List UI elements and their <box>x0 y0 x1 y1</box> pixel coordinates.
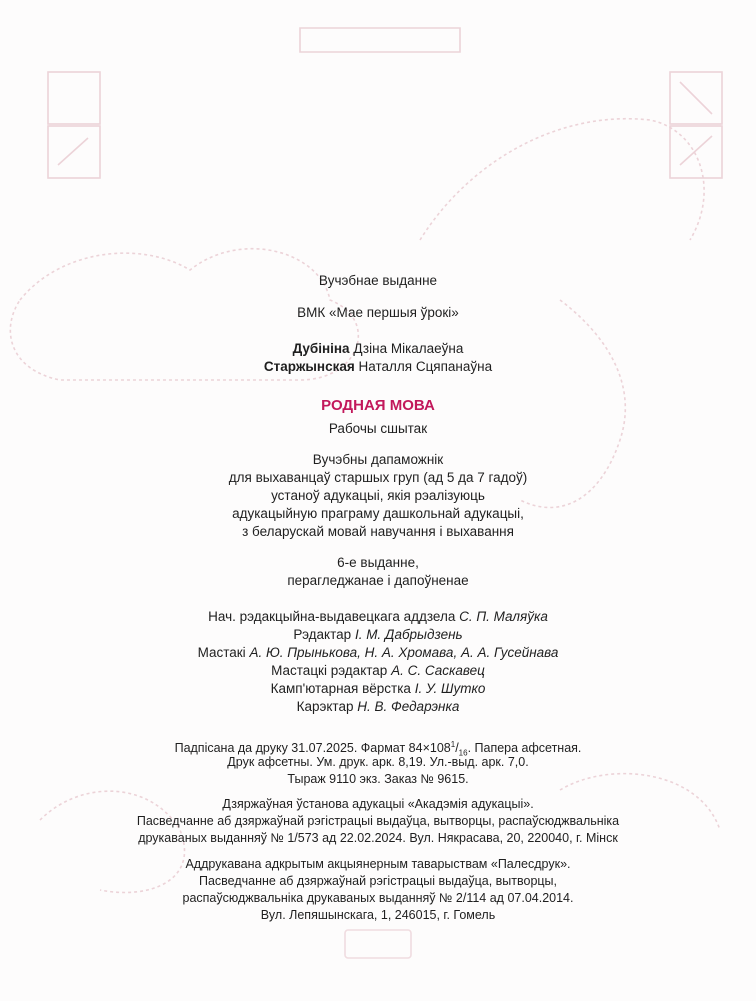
credit-role: Мастакі <box>197 645 246 660</box>
publisher-line: друкаваных выданняў № 1/573 ад 22.02.2024. Вул. Някрасава, 20, 220040, г. Мінск <box>138 831 618 845</box>
credit-role: Карэктар <box>296 699 354 714</box>
credit-person: А. С. Саскавец <box>391 663 485 678</box>
format-fraction-numerator: 1 <box>450 740 456 749</box>
book-title: РОДНАЯ МОВА <box>321 397 435 414</box>
printer-line: распаўсюджвальніка друкаваных выданняў № 2/114 ад 07.04.2014. <box>182 891 574 905</box>
credit-line <box>0 644 756 662</box>
publisher-line: Пасведчанне аб дзяржаўнай рэгістрацыі выдаўца, вытворцы, распаўсюджвальніка <box>136 814 620 828</box>
edition-number: 6-е выданне, <box>337 555 419 570</box>
printer-line: Пасведчанне аб дзяржаўнай рэгістрацыі выдаўца, вытворцы, <box>198 874 558 888</box>
credit-line <box>0 698 756 716</box>
publisher-line: Дзяржаўная ўстанова адукацыі «Акадэмія адукацыі». <box>222 797 534 811</box>
format-fraction-denominator: 16 <box>458 748 468 758</box>
edition-type: Вучэбнае выданне <box>318 273 438 288</box>
series-name: ВМК «Мае першыя ўрокі» <box>297 305 459 320</box>
credit-role: Рэдактар <box>293 627 352 642</box>
credit-person: І. М. Дабрыдзень <box>354 627 463 642</box>
description-line: для выхаванцаў старшых груп (ад 5 да 7 гадоў) <box>228 470 528 485</box>
credit-person: І. У. Шутко <box>414 681 486 696</box>
description-line: з беларускай мовай навучання і выхавання <box>242 524 514 539</box>
credit-line <box>0 626 756 644</box>
credit-line <box>0 662 756 680</box>
paper-type: . Папера афсетная. <box>467 741 582 756</box>
print-run-line: Тыраж 9110 экз. Заказ № 9615. <box>287 772 469 786</box>
book-subtitle: Рабочы сшытак <box>328 421 428 436</box>
author-name: Дзіна Мікалаеўна <box>353 341 464 356</box>
description-line: Вучэбны дапаможнік <box>312 452 444 467</box>
credit-line <box>0 680 756 698</box>
credit-line <box>0 608 756 626</box>
print-format-text: Падпісана да друку 31.07.2025. Фармат 84×108 <box>174 741 451 756</box>
credit-role: Мастацкі рэдактар <box>271 663 388 678</box>
author-surname: Дубініна <box>292 341 350 356</box>
credit-person: А. Ю. Прынькова, Н. А. Хромава, А. А. Гусейнава <box>249 645 559 660</box>
edition-revision: перагледжанае і дапоўненае <box>287 573 469 588</box>
author-name: Наталля Сцяпанаўна <box>358 359 493 374</box>
description-line: адукацыйную праграму дашкольнай адукацыі, <box>232 506 524 521</box>
credit-role: Камп'ютарная вёрстка <box>270 681 411 696</box>
author-line <box>0 340 756 358</box>
credit-person: Н. В. Федарэнка <box>357 699 460 714</box>
print-sheets-line: Друк афсетны. Ум. друк. арк. 8,19. Ул.-выд. арк. 7,0. <box>227 755 529 769</box>
author-surname: Старжынская <box>263 359 355 374</box>
printer-line: Вул. Лепяшынскага, 1, 246015, г. Гомель <box>260 908 496 922</box>
print-format-line: Падпісана да друку 31.07.2025. Фармат $84\times 108^1/_{16}$. Папера афсетная. <box>174 740 582 758</box>
author-line <box>0 358 756 376</box>
credit-person: С. П. Маляўка <box>459 609 548 624</box>
description-line: устаноў адукацыі, якія рэалізуюць <box>271 488 485 503</box>
credit-role: Нач. рэдакцыйна-выдавецкага аддзела <box>208 609 456 624</box>
printer-line: Аддрукавана адкрытым акцыянерным таварыствам «Палесдрук». <box>185 857 571 871</box>
